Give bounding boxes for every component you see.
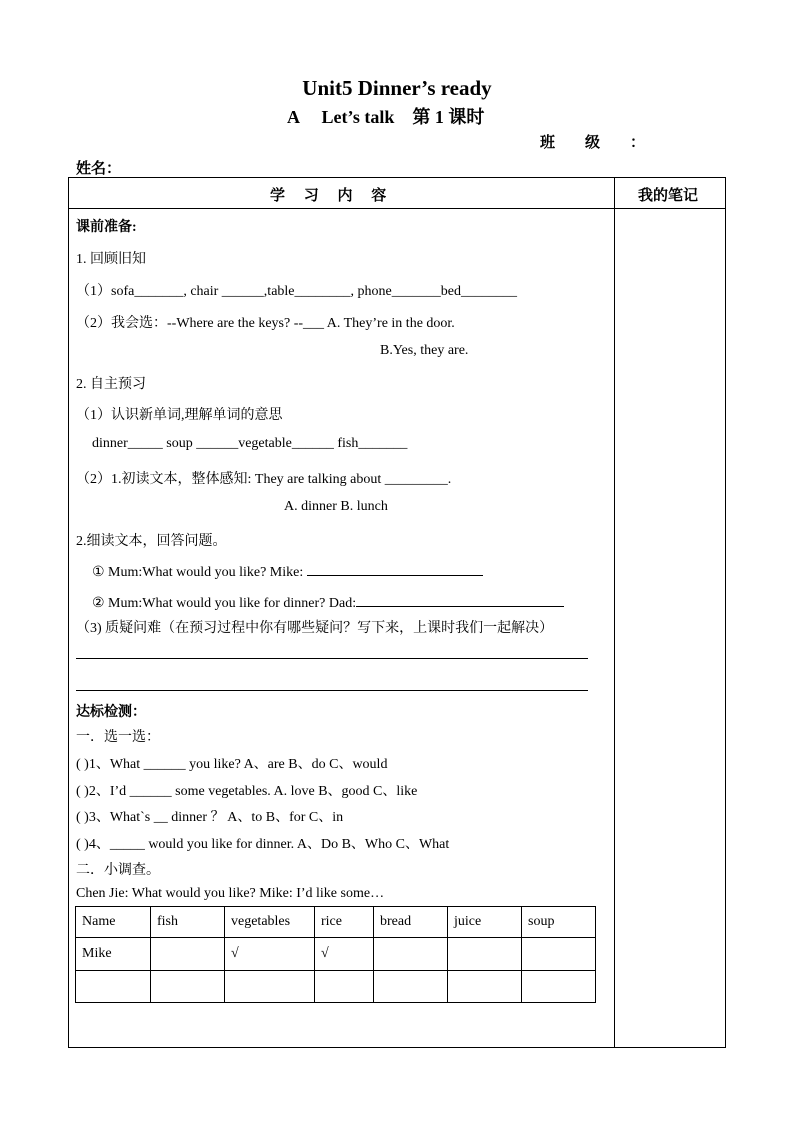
question-2-text: ② Mum:What would you like for dinner? Dad: (92, 596, 357, 611)
choice-item: ( )1、What ______ you like? A、are B、do C、would (76, 757, 388, 772)
survey-cell[interactable] (374, 971, 448, 1003)
review-vocab: （1）sofa_______, chair ______,table________, phone_______bed________ (76, 284, 517, 299)
survey-col-juice: juice (448, 907, 522, 938)
doubt-prompt: （3) 质疑问难（在预习过程中你有哪些疑问？写下来，上课时我们一起解决） (76, 621, 554, 636)
survey-row (76, 938, 596, 971)
survey-header-row (76, 907, 596, 938)
preview-title: 2. 自主预习 (76, 377, 146, 392)
survey-cell[interactable]: Mike (76, 938, 151, 971)
survey-col-name: Name (76, 907, 151, 938)
survey-cell[interactable] (448, 938, 522, 971)
choice-section-title: 一．选一选： (76, 730, 160, 745)
writing-line-2[interactable] (76, 690, 588, 691)
survey-cell[interactable]: √ (315, 938, 374, 971)
survey-cell[interactable]: √ (225, 938, 315, 971)
choice-item: ( )2、I’d ______ some vegetables. A. love B、good C、like (76, 784, 418, 799)
survey-col-soup: soup (522, 907, 596, 938)
survey-cell[interactable] (151, 938, 225, 971)
preview-reading: （2）1.初读文本，整体感知: They are talking about _________. (76, 472, 452, 487)
survey-cell[interactable] (374, 938, 448, 971)
answer-blank-1[interactable] (307, 561, 483, 576)
content-column-header: 学 习 内 容 (270, 188, 387, 204)
survey-cell[interactable] (225, 971, 315, 1003)
column-divider (614, 177, 615, 1047)
name-label: 姓名： (76, 161, 122, 177)
survey-cell[interactable] (522, 938, 596, 971)
survey-cell[interactable] (315, 971, 374, 1003)
review-choice: （2）我会选：--Where are the keys? --___ A. They’re in the door. (76, 316, 455, 331)
class-label: 班 级 ： (540, 135, 646, 151)
survey-cell[interactable] (522, 971, 596, 1003)
lesson-subtitle: A Let’s talk 第 1 课时 (287, 107, 485, 127)
survey-col-bread: bread (374, 907, 448, 938)
choice-item: ( )4、_____ would you like for dinner. A、Do B、Who C、What (76, 837, 450, 852)
question-2 (92, 592, 564, 612)
prep-heading: 课前准备: (76, 220, 137, 235)
answer-blank-2[interactable] (356, 592, 564, 607)
check-heading: 达标检测： (76, 705, 146, 720)
survey-cell[interactable] (76, 971, 151, 1003)
survey-table (75, 906, 596, 1003)
review-title: 1. 回顾旧知 (76, 252, 146, 267)
review-choice-option-b: B.Yes, they are. (380, 343, 469, 358)
page-title: Unit5 Dinner’s ready (302, 76, 492, 100)
detailed-reading-title: 2.细读文本，回答问题。 (76, 534, 227, 549)
survey-col-rice: rice (315, 907, 374, 938)
header-divider (68, 208, 725, 209)
question-1 (92, 561, 483, 581)
choice-item: ( )3、What`s __ dinner ？ A、to B、for C、in (76, 810, 344, 825)
preview-words: dinner_____ soup ______vegetable______ fish_______ (92, 436, 408, 451)
survey-section-title: 二．小调查。 (76, 863, 160, 878)
survey-row (76, 971, 596, 1003)
survey-cell[interactable] (448, 971, 522, 1003)
survey-col-fish: fish (151, 907, 225, 938)
survey-intro: Chen Jie: What would you like? Mike: I’d like some… (76, 886, 385, 901)
survey-cell[interactable] (151, 971, 225, 1003)
notes-column-header: 我的笔记 (638, 188, 699, 204)
survey-col-vegetables: vegetables (225, 907, 315, 938)
preview-reading-options: A. dinner B. lunch (284, 499, 388, 514)
question-1-text: ① Mum:What would you like? Mike: (92, 565, 307, 580)
writing-line-1[interactable] (76, 658, 588, 659)
preview-words-instruction: （1）认识新单词,理解单词的意思 (76, 408, 283, 423)
